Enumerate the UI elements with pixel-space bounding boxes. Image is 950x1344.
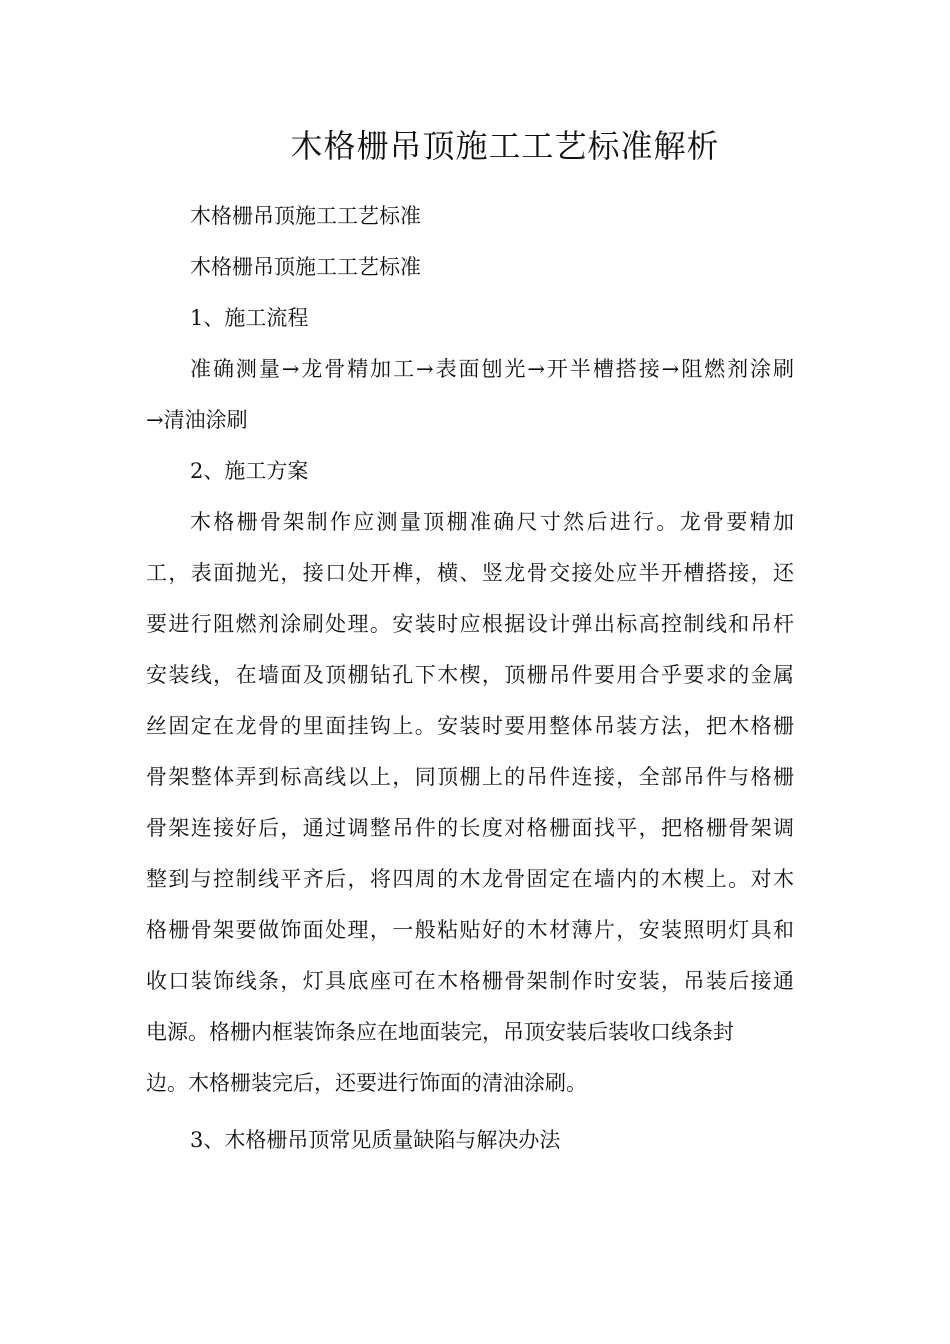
- paragraph-line: 边。木格栅装完后，还要进行饰面的清油涂刷。: [146, 1071, 587, 1095]
- paragraph-line: 木格栅骨架制作应测量顶棚准确尺寸然后进行。龙骨要精加: [190, 510, 794, 534]
- paragraph-line: 安装线，在墙面及顶棚钻孔下木楔，顶栅吊件要用合乎要求的金属: [146, 663, 794, 687]
- paragraph-line: 整到与控制线平齐后，将四周的木龙骨固定在墙内的木楔上。对木: [146, 867, 794, 891]
- paragraph-line: 骨架连接好后，通过调整吊件的长度对格栅面找平，把格栅骨架调: [146, 816, 794, 840]
- paragraph-line: 要进行阻燃剂涂刷处理。安装时应根据设计弹出标高控制线和吊杆: [146, 612, 794, 636]
- paragraph-line: 工，表面抛光，接口处开榫，横、竖龙骨交接处应半开槽搭接，还: [146, 561, 794, 585]
- document-title: 木格栅吊顶施工工艺标准解析: [290, 127, 720, 165]
- paragraph-line: 格栅骨架要做饰面处理，一般粘贴好的木材薄片，安装照明灯具和: [146, 918, 794, 942]
- paragraph-line: 收口装饰线条，灯具底座可在木格栅骨架制作时安装，吊装后接通: [146, 969, 794, 993]
- flow-line: →清油涂刷: [146, 408, 248, 432]
- section-heading: 3、木格栅吊顶常见质量缺陷与解决办法: [190, 1128, 561, 1152]
- flow-line: 准确测量→龙骨精加工→表面刨光→开半槽搭接→阻燃剂涂刷: [190, 357, 794, 381]
- paragraph-line: 骨架整体弄到标高线以上，同顶棚上的吊件连接，全部吊件与格栅: [146, 765, 794, 789]
- paragraph-line: 电源。格栅内框装饰条应在地面装完，吊顶安装后装收口线条封: [146, 1020, 734, 1044]
- subtitle-line: 木格栅吊顶施工工艺标准: [190, 255, 421, 279]
- section-heading: 1、施工流程: [190, 306, 309, 330]
- paragraph-line: 丝固定在龙骨的里面挂钩上。安装时要用整体吊装方法，把木格栅: [146, 714, 794, 738]
- subtitle-line: 木格栅吊顶施工工艺标准: [190, 204, 421, 228]
- section-heading: 2、施工方案: [190, 459, 309, 483]
